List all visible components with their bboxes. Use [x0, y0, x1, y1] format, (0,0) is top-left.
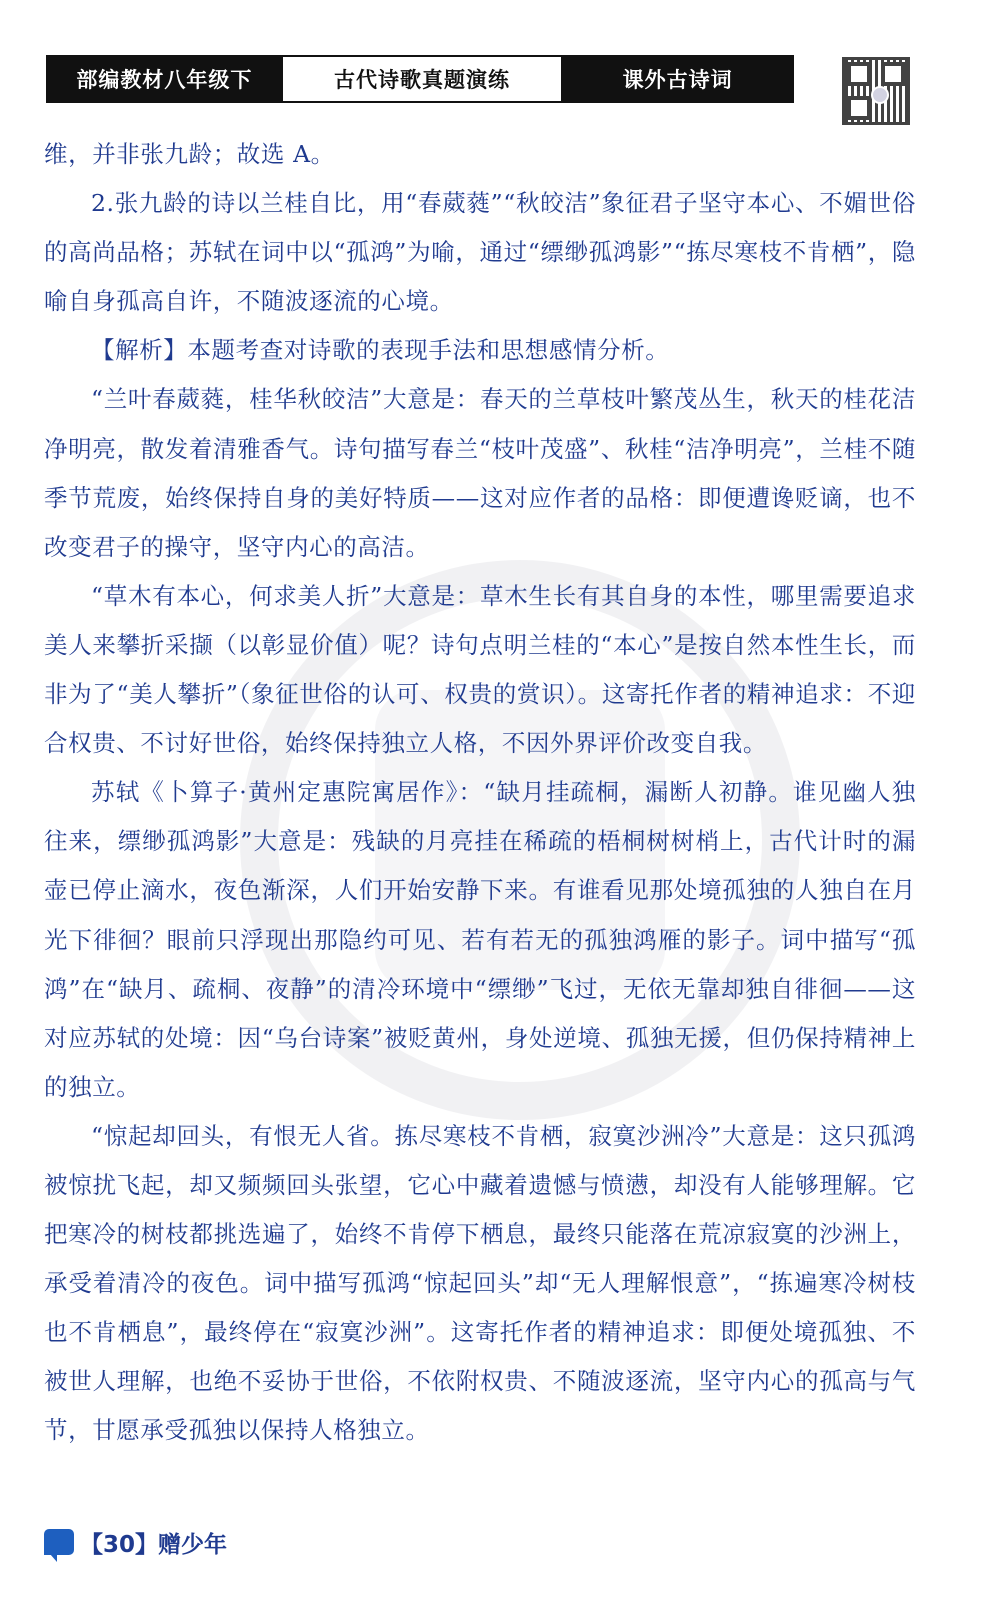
header-title: 古代诗歌真题演练 [281, 57, 564, 101]
paragraph-analysis-1: “兰叶春葳蕤，桂华秋皎洁”大意是：春天的兰草枝叶繁茂丛生，秋天的桂花洁净明亮，散发着清雅香气。诗句描写春兰“枝叶茂盛”、秋桂“洁净明亮”，兰桂不随季节荒废，始终保持自身的美好特质——这对应作者的品格：即便遭谗贬谪，也不改变君子的操守，坚守内心的高洁。 [44, 385, 916, 561]
paragraph-0: 维，并非张九龄；故选 A。 [44, 140, 335, 168]
paragraph-analysis-4: “惊起却回头，有恨无人省。拣尽寒枝不肯栖，寂寞沙洲冷”大意是：这只孤鸿被惊扰飞起，却又频频回头张望，它心中藏着遗憾与愤懑，却没有人能够理解。它把寒冷的树枝都挑选遍了，始终不肯停下栖息，最终只能落在荒凉寂寞的沙洲上，承受着清冷的夜色。词中描写孤鸿“惊起回头”却“无人理解恨意”，“拣遍寒冷树枝也不肯栖息”，最终停在“寂寞沙洲”。这寄托作者的精神追求：即便处境孤独、不被世人理解，也绝不妥协于世俗，不依附权贵、不随波逐流，坚守内心的孤高与气节，甘愿承受孤独以保持人格独立。 [44, 1121, 916, 1445]
header-section: 课外古诗词 [563, 57, 792, 101]
header-bar [46, 55, 794, 103]
paragraph-answer-2: 2.张九龄的诗以兰桂自比，用“春葳蕤”“秋皎洁”象征君子坚守本心、不媚世俗的高尚品格；苏轼在词中以“孤鸿”为喻，通过“缥缈孤鸿影”“拣尽寒枝不肯栖”，隐喻自身孤高自许，不随波逐流的心境。 [44, 189, 916, 316]
page-number: 【30】 [80, 1531, 159, 1558]
footer [44, 1522, 227, 1562]
qr-code-icon[interactable] [842, 57, 910, 125]
paragraph-analysis-heading: 【解析】本题考查对诗歌的表现手法和思想感情分析。 [91, 336, 670, 365]
footer-label: 赠少年 [158, 1531, 228, 1558]
paragraph-analysis-3: 苏轼《卜算子·黄州定惠院寓居作》：“缺月挂疏桐，漏断人初静。谁见幽人独往来，缥缈孤鸿影”大意是：残缺的月亮挂在稀疏的梧桐树树梢上，古代计时的漏壶已停止滴水，夜色渐深，人们开始安静下来。有谁看见那处境孤独的人独自在月光下徘徊？眼前只浮现出那隐约可见、若有若无的孤独鸿雁的影子。词中描写“孤鸿”在“缺月、疏桐、夜静”的清冷环境中“缥缈”飞过，无依无靠却独自徘徊——这对应苏轼的处境：因“乌台诗案”被贬黄州，身处逆境、孤独无援，但仍保持精神上的独立。 [44, 778, 916, 1101]
chat-bubble-icon [44, 1529, 74, 1555]
document-body [44, 130, 916, 1456]
header-grade: 部编教材八年级下 [48, 57, 281, 101]
paragraph-analysis-2: “草木有本心，何求美人折”大意是：草木生长有其自身的本性，哪里需要追求美人来攀折采撷（以彰显价值）呢？诗句点明兰桂的“本心”是按自然本性生长，而非为了“美人攀折”（象征世俗的认可、权贵的赏识）。这寄托作者的精神追求：不迎合权贵、不讨好世俗，始终保持独立人格，不因外界评价改变自我。 [44, 581, 916, 758]
